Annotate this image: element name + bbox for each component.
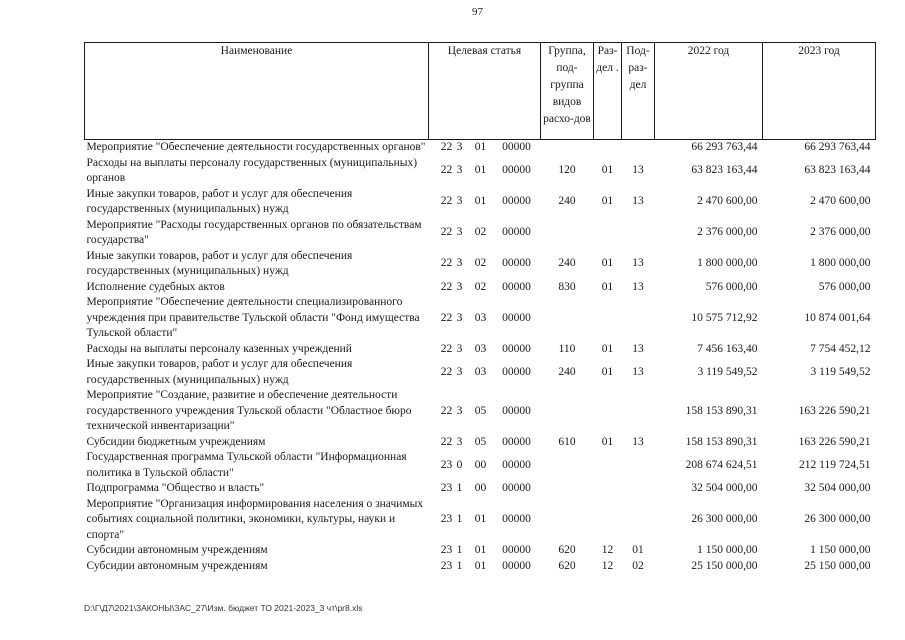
table-row bbox=[85, 481, 876, 497]
target-article-part: 22 bbox=[440, 280, 453, 293]
row-amount-2023: 25 150 000,00 bbox=[804, 559, 871, 572]
target-article-part: 23 bbox=[440, 513, 453, 525]
row-amount-2023: 3 119 549,52 bbox=[810, 365, 871, 378]
row-amount-2022: 26 300 000,00 bbox=[691, 513, 758, 525]
target-article-part: 3 bbox=[456, 226, 463, 239]
row-amount-2023: 576 000,00 bbox=[818, 280, 871, 293]
row-target-article bbox=[429, 295, 541, 342]
target-article-part: 22 bbox=[440, 365, 453, 378]
table-row bbox=[85, 218, 876, 249]
target-article-part: 00000 bbox=[502, 435, 531, 448]
row-amount-2022: 25 150 000,00 bbox=[691, 559, 758, 572]
row-name: Иные закупки товаров, работ и услуг для обеспечения государственных (муниципальных) нужд bbox=[86, 358, 353, 386]
target-article-part: 02 bbox=[474, 226, 487, 239]
target-article-part: 3 bbox=[456, 435, 463, 448]
row-subsection: 13 bbox=[632, 164, 644, 177]
table-body bbox=[85, 140, 876, 575]
row-amount-2023: 10 874 001,64 bbox=[804, 311, 871, 324]
row-subsection bbox=[622, 497, 655, 544]
target-article-part: 22 bbox=[440, 311, 453, 324]
row-amount-2023: 212 119 724,51 bbox=[799, 458, 871, 471]
target-article-part: 00000 bbox=[502, 482, 531, 494]
row-name: Подпрограмма "Общество и власть" bbox=[86, 482, 265, 494]
row-name: Мероприятие "Расходы государственных органов по обязательствам государства" bbox=[86, 218, 422, 246]
target-article-part: 01 bbox=[474, 164, 487, 177]
target-article-part: 22 bbox=[440, 195, 453, 208]
row-expense-group: 240 bbox=[558, 365, 576, 378]
row-target-article bbox=[429, 388, 541, 435]
row-section bbox=[594, 295, 622, 342]
row-amount-2022: 1 150 000,00 bbox=[697, 544, 758, 556]
page-number: 97 bbox=[472, 6, 483, 18]
row-name: Иные закупки товаров, работ и услуг для обеспечения государственных (муниципальных) нужд bbox=[86, 249, 353, 277]
target-article-part: 00000 bbox=[502, 141, 531, 153]
target-article-part: 00 bbox=[474, 458, 487, 471]
row-amount-2023: 63 823 163,44 bbox=[804, 164, 871, 177]
target-article-part: 0 bbox=[456, 458, 463, 471]
row-subsection bbox=[622, 295, 655, 342]
row-target-article bbox=[429, 280, 541, 296]
row-expense-group bbox=[541, 140, 594, 156]
row-section: 01 bbox=[601, 435, 614, 448]
target-article-part: 3 bbox=[456, 342, 463, 355]
target-article-part: 01 bbox=[474, 513, 487, 525]
row-amount-2023: 7 754 452,12 bbox=[810, 342, 871, 355]
row-target-article bbox=[429, 450, 541, 481]
row-section bbox=[594, 388, 622, 435]
row-section bbox=[594, 218, 622, 249]
row-expense-group: 610 bbox=[558, 435, 576, 448]
row-name: Расходы на выплаты персоналу казенных учреждений bbox=[86, 342, 352, 355]
header-expense-group: Группа, под-группа видов расхо-дов bbox=[541, 43, 594, 140]
row-amount-2023: 1 800 000,00 bbox=[810, 257, 871, 270]
row-section bbox=[594, 450, 622, 481]
target-article-part: 03 bbox=[474, 311, 487, 324]
row-amount-2022: 2 470 600,00 bbox=[697, 195, 758, 208]
table-row bbox=[85, 357, 876, 388]
row-amount-2022: 2 376 000,00 bbox=[697, 226, 758, 239]
table-row bbox=[85, 497, 876, 544]
row-amount-2022: 1 800 000,00 bbox=[697, 257, 758, 270]
table-row bbox=[85, 249, 876, 280]
target-article-part: 00000 bbox=[502, 404, 531, 417]
row-target-article bbox=[429, 435, 541, 451]
row-section: 01 bbox=[601, 280, 614, 293]
row-section: 01 bbox=[601, 195, 614, 208]
table-row bbox=[85, 187, 876, 218]
row-target-article bbox=[429, 481, 541, 497]
table-row bbox=[85, 543, 876, 559]
row-amount-2022: 576 000,00 bbox=[705, 280, 758, 293]
target-article-part: 00000 bbox=[502, 365, 531, 378]
row-name: Субсидии автономным учреждениям bbox=[86, 559, 268, 572]
target-article-part: 00000 bbox=[502, 226, 531, 239]
target-article-part: 3 bbox=[456, 257, 463, 270]
header-2023: 2023 год bbox=[763, 43, 876, 140]
row-subsection: 13 bbox=[632, 195, 644, 208]
row-target-article bbox=[429, 559, 541, 575]
row-section bbox=[594, 481, 622, 497]
target-article-part: 00000 bbox=[502, 458, 531, 471]
file-path-footer: D:\Г\Д7\2021\ЗАКОНЫ\ЗАС_27\Изм. бюджет ТО 2021-2023_3 чт\pr8.xls bbox=[84, 603, 363, 613]
row-amount-2022: 66 293 763,44 bbox=[691, 141, 758, 153]
header-target-article: Целевая статья bbox=[429, 43, 541, 140]
table-row bbox=[85, 435, 876, 451]
target-article-part: 22 bbox=[440, 164, 453, 177]
table-row bbox=[85, 450, 876, 481]
target-article-part: 05 bbox=[474, 404, 487, 417]
row-target-article bbox=[429, 156, 541, 187]
target-article-part: 22 bbox=[440, 257, 453, 270]
row-name: Мероприятие "Организация информирования населения о значимых событиях социальной политики, экономики, культуры, науки и спорта" bbox=[86, 497, 424, 541]
row-target-article bbox=[429, 218, 541, 249]
target-article-part: 1 bbox=[456, 544, 463, 556]
header-section: Раз-дел . bbox=[594, 43, 622, 140]
row-subsection bbox=[622, 388, 655, 435]
target-article-part: 1 bbox=[456, 559, 463, 572]
table-header-row bbox=[85, 43, 876, 140]
target-article-part: 23 bbox=[440, 482, 453, 494]
row-expense-group bbox=[541, 481, 594, 497]
target-article-part: 00000 bbox=[502, 311, 531, 324]
row-target-article bbox=[429, 187, 541, 218]
row-section: 12 bbox=[601, 544, 614, 556]
row-subsection: 13 bbox=[632, 280, 644, 293]
table-row bbox=[85, 295, 876, 342]
row-name: Исполнение судебных актов bbox=[86, 280, 225, 293]
row-target-article bbox=[429, 357, 541, 388]
row-expense-group: 240 bbox=[558, 257, 576, 270]
row-amount-2022: 63 823 163,44 bbox=[691, 164, 758, 177]
table-row bbox=[85, 388, 876, 435]
target-article-part: 3 bbox=[456, 404, 463, 417]
table-row bbox=[85, 559, 876, 575]
row-expense-group bbox=[541, 388, 594, 435]
row-expense-group: 620 bbox=[558, 559, 576, 572]
target-article-part: 22 bbox=[440, 404, 453, 417]
row-amount-2022: 7 456 163,40 bbox=[697, 342, 758, 355]
row-amount-2023: 2 376 000,00 bbox=[810, 226, 871, 239]
row-expense-group bbox=[541, 295, 594, 342]
target-article-part: 3 bbox=[456, 365, 463, 378]
target-article-part: 03 bbox=[474, 365, 487, 378]
table-row bbox=[85, 156, 876, 187]
row-target-article bbox=[429, 497, 541, 544]
target-article-part: 22 bbox=[440, 342, 453, 355]
row-subsection: 13 bbox=[632, 342, 644, 355]
row-subsection: 01 bbox=[632, 544, 644, 556]
row-subsection: 13 bbox=[632, 257, 644, 270]
target-article-part: 3 bbox=[456, 280, 463, 293]
row-subsection bbox=[622, 481, 655, 497]
target-article-part: 00000 bbox=[502, 195, 531, 208]
target-article-part: 3 bbox=[456, 164, 463, 177]
target-article-part: 01 bbox=[474, 559, 487, 572]
budget-table bbox=[84, 42, 876, 574]
row-amount-2022: 158 153 890,31 bbox=[685, 404, 758, 417]
header-2022: 2022 год bbox=[655, 43, 763, 140]
row-name: Государственная программа Тульской области "Информационная политика в Тульской области" bbox=[86, 451, 407, 479]
row-expense-group: 830 bbox=[558, 280, 576, 293]
row-section bbox=[594, 497, 622, 544]
row-expense-group: 240 bbox=[558, 195, 576, 208]
row-expense-group bbox=[541, 218, 594, 249]
row-target-article bbox=[429, 342, 541, 358]
row-name: Мероприятие "Обеспечение деятельности государственных органов" bbox=[86, 141, 426, 153]
row-name: Мероприятие "Обеспечение деятельности специализированного учреждения при правительстве Тульской области "Фонд имущества Тульской области" bbox=[86, 296, 420, 339]
row-amount-2023: 1 150 000,00 bbox=[810, 544, 871, 556]
row-amount-2023: 26 300 000,00 bbox=[804, 513, 871, 525]
row-amount-2023: 2 470 600,00 bbox=[810, 195, 871, 208]
target-article-part: 3 bbox=[456, 195, 463, 208]
target-article-part: 1 bbox=[456, 513, 463, 525]
target-article-part: 22 bbox=[440, 141, 453, 153]
table-row bbox=[85, 342, 876, 358]
row-section bbox=[594, 140, 622, 156]
target-article-part: 1 bbox=[456, 482, 463, 494]
table-row bbox=[85, 140, 876, 156]
row-amount-2022: 10 575 712,92 bbox=[691, 311, 758, 324]
table-row bbox=[85, 280, 876, 296]
row-expense-group: 620 bbox=[558, 544, 576, 556]
target-article-part: 23 bbox=[440, 559, 453, 572]
row-amount-2023: 163 226 590,21 bbox=[798, 435, 871, 448]
row-amount-2022: 208 674 624,51 bbox=[685, 458, 758, 471]
target-article-part: 00000 bbox=[502, 257, 531, 270]
row-section: 01 bbox=[601, 257, 614, 270]
target-article-part: 01 bbox=[474, 141, 487, 153]
row-subsection bbox=[622, 218, 655, 249]
row-amount-2023: 66 293 763,44 bbox=[804, 141, 871, 153]
row-expense-group bbox=[541, 450, 594, 481]
row-target-article bbox=[429, 249, 541, 280]
target-article-part: 00 bbox=[474, 482, 487, 494]
row-name: Субсидии автономным учреждениям bbox=[86, 544, 268, 556]
target-article-part: 00000 bbox=[502, 559, 531, 572]
target-article-part: 01 bbox=[474, 544, 487, 556]
row-amount-2022: 158 153 890,31 bbox=[685, 435, 758, 448]
row-section: 01 bbox=[601, 342, 614, 355]
row-section: 12 bbox=[601, 559, 614, 572]
target-article-part: 3 bbox=[456, 141, 463, 153]
target-article-part: 05 bbox=[474, 435, 487, 448]
row-expense-group: 110 bbox=[558, 342, 576, 355]
header-name: Наименование bbox=[85, 43, 429, 140]
target-article-part: 23 bbox=[440, 544, 453, 556]
target-article-part: 00000 bbox=[502, 164, 531, 177]
row-section: 01 bbox=[601, 164, 614, 177]
target-article-part: 00000 bbox=[502, 342, 531, 355]
target-article-part: 3 bbox=[456, 311, 463, 324]
row-target-article bbox=[429, 140, 541, 156]
row-section: 01 bbox=[601, 365, 614, 378]
target-article-part: 00000 bbox=[502, 280, 531, 293]
row-name: Субсидии бюджетным учреждениям bbox=[86, 435, 266, 448]
row-subsection: 13 bbox=[632, 365, 644, 378]
row-name: Иные закупки товаров, работ и услуг для обеспечения государственных (муниципальных) нужд bbox=[86, 187, 353, 215]
row-expense-group: 120 bbox=[558, 164, 576, 177]
row-subsection: 13 bbox=[632, 435, 644, 448]
row-amount-2022: 32 504 000,00 bbox=[691, 482, 758, 494]
row-target-article bbox=[429, 543, 541, 559]
target-article-part: 02 bbox=[474, 257, 487, 270]
row-name: Мероприятие "Создание, развитие и обеспечение деятельности государственного учреждения Тульской области "Областное бюро технической инвентаризации" bbox=[86, 389, 412, 432]
row-amount-2022: 3 119 549,52 bbox=[697, 365, 758, 378]
target-article-part: 22 bbox=[440, 226, 453, 239]
header-subsection: Под-раз-дел bbox=[622, 43, 655, 140]
row-amount-2023: 32 504 000,00 bbox=[804, 482, 871, 494]
target-article-part: 23 bbox=[440, 458, 453, 471]
target-article-part: 02 bbox=[474, 280, 487, 293]
row-expense-group bbox=[541, 497, 594, 544]
row-subsection bbox=[622, 450, 655, 481]
target-article-part: 00000 bbox=[502, 544, 531, 556]
row-amount-2023: 163 226 590,21 bbox=[798, 404, 871, 417]
row-name: Расходы на выплаты персоналу государственных (муниципальных) органов bbox=[86, 156, 418, 184]
target-article-part: 22 bbox=[440, 435, 453, 448]
target-article-part: 00000 bbox=[502, 513, 531, 525]
row-subsection bbox=[622, 140, 655, 156]
target-article-part: 01 bbox=[474, 195, 487, 208]
row-subsection: 02 bbox=[632, 559, 644, 572]
target-article-part: 03 bbox=[474, 342, 487, 355]
